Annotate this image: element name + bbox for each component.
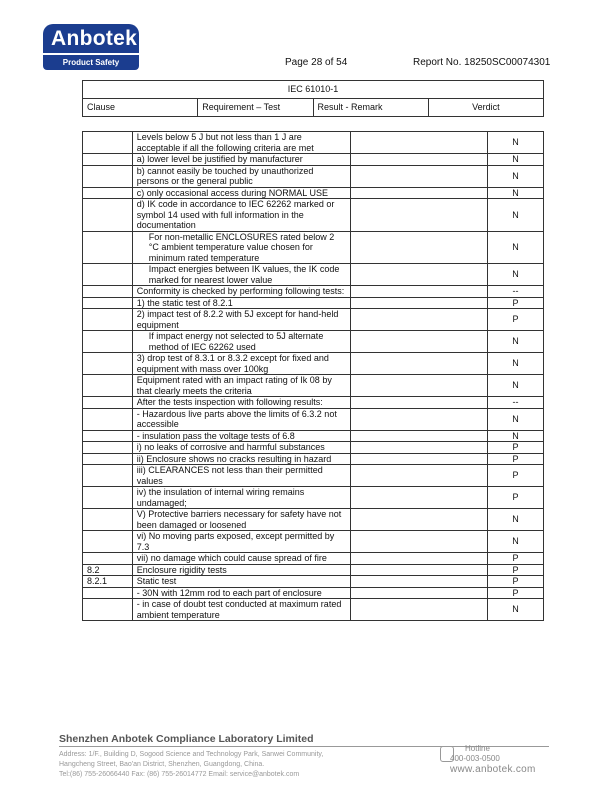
row-clause	[83, 397, 133, 409]
row-verdict: P	[488, 442, 544, 454]
row-verdict: N	[488, 531, 544, 553]
logo-brand: Anbotek	[43, 24, 139, 53]
row-requirement: b) cannot easily be touched by unauthorized persons or the general public	[132, 165, 351, 187]
table-row	[83, 397, 544, 409]
table-row	[83, 375, 544, 397]
row-clause: 8.2	[83, 564, 133, 576]
table-row	[83, 509, 544, 531]
table-row	[83, 442, 544, 454]
row-requirement: - 30N with 12mm rod to each part of enclosure	[132, 587, 351, 599]
table-row	[83, 453, 544, 465]
row-clause	[83, 408, 133, 430]
row-verdict: P	[488, 564, 544, 576]
table-row	[83, 154, 544, 166]
address-line-1: Address: 1/F., Building D, Sogood Science and Technology Park, Sanwei Community,	[59, 751, 324, 758]
row-clause	[83, 599, 133, 621]
table-row	[83, 564, 544, 576]
row-clause	[83, 353, 133, 375]
row-requirement: Equipment rated with an impact rating of Ik 08 by that clearly meets the criteria	[132, 375, 351, 397]
row-clause	[83, 231, 133, 264]
table-row	[83, 187, 544, 199]
row-verdict: N	[488, 331, 544, 353]
address-line-2: Hangcheng Street, Bao'an District, Shenzhen, Guangdong, China.	[59, 761, 265, 768]
row-verdict: P	[488, 465, 544, 487]
row-verdict: P	[488, 297, 544, 309]
row-clause	[83, 587, 133, 599]
row-requirement: Enclosure rigidity tests	[132, 564, 351, 576]
row-clause	[83, 264, 133, 286]
row-verdict: N	[488, 187, 544, 199]
table-row	[83, 309, 544, 331]
row-verdict: P	[488, 553, 544, 565]
row-requirement: c) only occasional access during NORMAL USE	[132, 187, 351, 199]
row-result	[351, 442, 488, 454]
row-requirement: 1) the static test of 8.2.1	[132, 297, 351, 309]
row-result	[351, 509, 488, 531]
contact-line: Tel:(86) 755-26066440 Fax: (86) 755-26014772 Email: service@anbotek.com	[59, 771, 300, 778]
row-clause	[83, 165, 133, 187]
col-result: Result - Remark	[313, 99, 428, 117]
row-result	[351, 286, 488, 298]
row-result	[351, 465, 488, 487]
row-requirement: iv) the insulation of internal wiring remains undamaged;	[132, 487, 351, 509]
row-clause	[83, 553, 133, 565]
report-number: Report No. 18250SC00074301	[413, 57, 551, 68]
row-result	[351, 187, 488, 199]
col-requirement: Requirement – Test	[198, 99, 313, 117]
row-requirement: ii) Enclosure shows no cracks resulting in hazard	[132, 453, 351, 465]
row-result	[351, 297, 488, 309]
table-row	[83, 599, 544, 621]
row-verdict: N	[488, 132, 544, 154]
table-row	[83, 408, 544, 430]
row-verdict: N	[488, 353, 544, 375]
row-clause	[83, 509, 133, 531]
row-requirement: V) Protective barriers necessary for safety have not been damaged or loosened	[132, 509, 351, 531]
row-verdict: N	[488, 199, 544, 232]
row-result	[351, 231, 488, 264]
table-row	[83, 430, 544, 442]
col-clause: Clause	[83, 99, 198, 117]
row-result	[351, 375, 488, 397]
row-requirement: If impact energy not selected to 5J alternate method of IEC 62262 used	[132, 331, 351, 353]
row-verdict: P	[488, 309, 544, 331]
row-clause	[83, 430, 133, 442]
row-result	[351, 331, 488, 353]
row-requirement: Conformity is checked by performing following tests:	[132, 286, 351, 298]
row-result	[351, 599, 488, 621]
row-verdict: --	[488, 286, 544, 298]
table-row	[83, 487, 544, 509]
row-result	[351, 264, 488, 286]
footer-website: www.anbotek.com	[450, 764, 536, 775]
standard-title: IEC 61010-1	[83, 81, 544, 99]
row-requirement: vi) No moving parts exposed, except permitted by 7.3	[132, 531, 351, 553]
row-clause	[83, 487, 133, 509]
row-clause	[83, 154, 133, 166]
table-row	[83, 264, 544, 286]
row-verdict: P	[488, 487, 544, 509]
table-row	[83, 353, 544, 375]
table-row	[83, 587, 544, 599]
row-result	[351, 453, 488, 465]
row-requirement: 2) impact test of 8.2.2 with 5J except for hand-held equipment	[132, 309, 351, 331]
table-row	[83, 576, 544, 588]
hotline-number: 400-003-0500	[450, 754, 500, 763]
row-verdict: N	[488, 154, 544, 166]
row-result	[351, 309, 488, 331]
row-verdict: N	[488, 430, 544, 442]
row-verdict: P	[488, 576, 544, 588]
hotline-label: Hotline	[465, 744, 490, 753]
row-verdict: P	[488, 587, 544, 599]
row-result	[351, 397, 488, 409]
footer-company: Shenzhen Anbotek Compliance Laboratory Limited	[59, 733, 314, 745]
row-clause	[83, 442, 133, 454]
footer-address	[59, 750, 419, 780]
col-verdict: Verdict	[428, 99, 543, 117]
row-verdict: N	[488, 509, 544, 531]
row-verdict: N	[488, 599, 544, 621]
row-result	[351, 576, 488, 588]
row-clause	[83, 531, 133, 553]
row-clause	[83, 375, 133, 397]
logo-tagline: Product Safety	[43, 53, 139, 70]
row-requirement: Impact energies between IK values, the IK code marked for nearest lower value	[132, 264, 351, 286]
table-row	[83, 553, 544, 565]
row-requirement: After the tests inspection with following results:	[132, 397, 351, 409]
row-requirement: For non-metallic ENCLOSURES rated below 2 °C ambient temperature value chosen for minimum rated temperature	[132, 231, 351, 264]
row-verdict: N	[488, 165, 544, 187]
row-result	[351, 132, 488, 154]
row-verdict: N	[488, 231, 544, 264]
row-result	[351, 154, 488, 166]
company-logo	[43, 24, 139, 70]
row-result	[351, 199, 488, 232]
row-requirement: i) no leaks of corrosive and harmful substances	[132, 442, 351, 454]
requirements-table	[82, 131, 544, 621]
row-result	[351, 531, 488, 553]
table-row	[83, 286, 544, 298]
table-row	[83, 231, 544, 264]
row-requirement: vii) no damage which could cause spread of fire	[132, 553, 351, 565]
row-requirement: - in case of doubt test conducted at maximum rated ambient temperature	[132, 599, 351, 621]
table-row	[83, 331, 544, 353]
row-requirement: Levels below 5 J but not less than 1 J are acceptable if all the following criteria are met	[132, 132, 351, 154]
row-clause: 8.2.1	[83, 576, 133, 588]
row-result	[351, 353, 488, 375]
row-clause	[83, 132, 133, 154]
row-result	[351, 408, 488, 430]
table-header	[82, 80, 544, 117]
row-requirement: a) lower level be justified by manufacturer	[132, 154, 351, 166]
row-requirement: iii) CLEARANCES not less than their permitted values	[132, 465, 351, 487]
row-clause	[83, 187, 133, 199]
row-clause	[83, 309, 133, 331]
row-clause	[83, 331, 133, 353]
row-clause	[83, 286, 133, 298]
row-clause	[83, 297, 133, 309]
row-clause	[83, 199, 133, 232]
table-row	[83, 199, 544, 232]
row-requirement: Static test	[132, 576, 351, 588]
row-clause	[83, 453, 133, 465]
row-result	[351, 587, 488, 599]
row-result	[351, 564, 488, 576]
table-row	[83, 132, 544, 154]
row-requirement: d) IK code in accordance to IEC 62262 marked or symbol 14 used with full information in the documentation	[132, 199, 351, 232]
table-row	[83, 165, 544, 187]
row-clause	[83, 465, 133, 487]
row-requirement: - insulation pass the voltage tests of 6.8	[132, 430, 351, 442]
row-requirement: 3) drop test of 8.3.1 or 8.3.2 except for fixed and equipment with mass over 100kg	[132, 353, 351, 375]
row-verdict: --	[488, 397, 544, 409]
row-verdict: N	[488, 264, 544, 286]
row-result	[351, 487, 488, 509]
row-verdict: N	[488, 375, 544, 397]
table-row	[83, 531, 544, 553]
row-verdict: P	[488, 453, 544, 465]
row-result	[351, 553, 488, 565]
row-requirement: - Hazardous live parts above the limits of 6.3.2 not accessible	[132, 408, 351, 430]
row-result	[351, 430, 488, 442]
table-row	[83, 297, 544, 309]
row-result	[351, 165, 488, 187]
table-row	[83, 465, 544, 487]
page-number: Page 28 of 54	[285, 57, 348, 68]
row-verdict: N	[488, 408, 544, 430]
